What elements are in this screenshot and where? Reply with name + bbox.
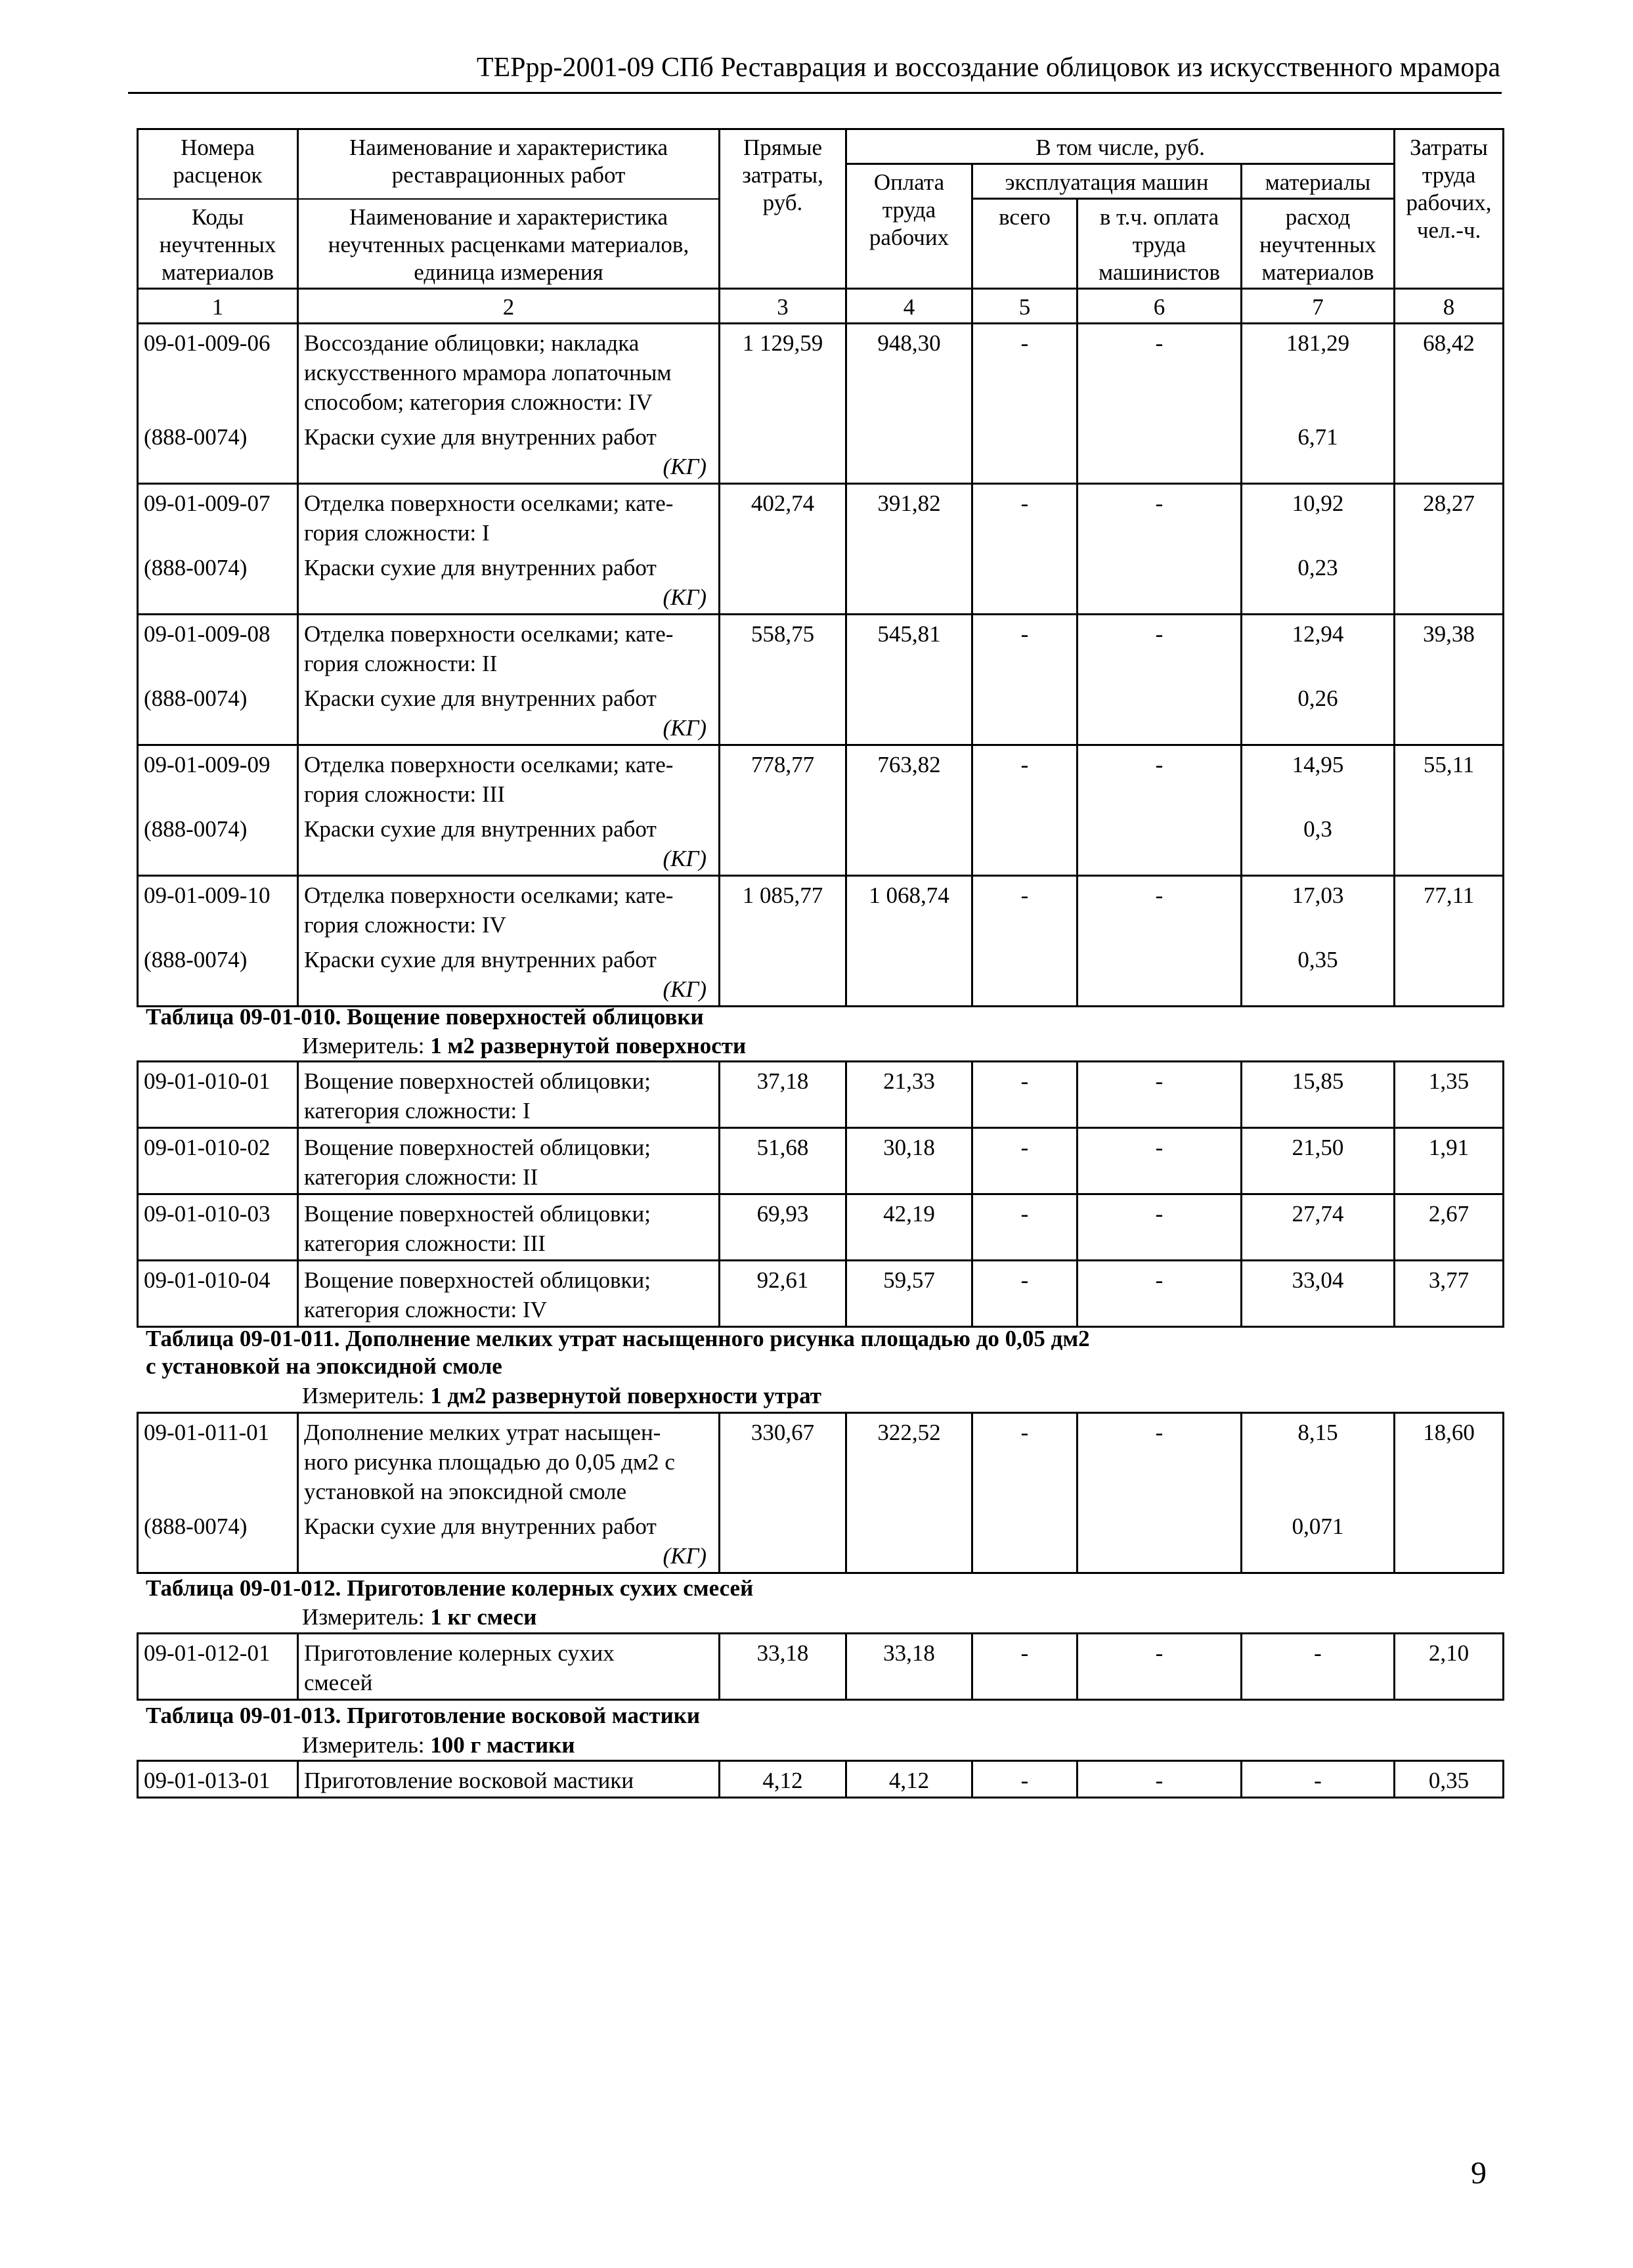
rates-table-009 bbox=[137, 128, 1504, 1007]
direct-costs: 330,67 bbox=[720, 1413, 846, 1508]
work-name-line: Приготовление колерных сухих bbox=[304, 1640, 615, 1666]
machines-total: - bbox=[972, 484, 1078, 550]
labor-hours bbox=[1395, 549, 1504, 615]
machinist-pay: - bbox=[1078, 1062, 1242, 1128]
direct-costs: 37,18 bbox=[720, 1062, 846, 1128]
machines-total bbox=[972, 549, 1078, 615]
work-name bbox=[298, 615, 720, 680]
material-code: (888-0074) bbox=[138, 418, 298, 484]
labor-hours: 28,27 bbox=[1395, 484, 1504, 550]
work-name-line: категория сложности: III bbox=[304, 1231, 546, 1256]
machines-total: - bbox=[972, 1062, 1078, 1128]
direct-costs bbox=[720, 418, 846, 484]
work-name-line: категория сложности: I bbox=[304, 1098, 531, 1123]
worker-pay bbox=[846, 418, 972, 484]
direct-costs bbox=[720, 810, 846, 876]
machines-total bbox=[972, 810, 1078, 876]
material-name-text: Краски сухие для внутренних работ bbox=[304, 686, 657, 711]
work-name bbox=[298, 324, 720, 419]
machinist-pay: - bbox=[1078, 615, 1242, 680]
work-name-line: Приготовление восковой мастики bbox=[304, 1768, 634, 1793]
work-name-line: категория сложности: II bbox=[304, 1164, 538, 1190]
machinist-pay: - bbox=[1078, 1261, 1242, 1327]
material-code: (888-0074) bbox=[138, 1508, 298, 1573]
machinist-pay bbox=[1078, 680, 1242, 745]
head-materials: материалы bbox=[1242, 164, 1395, 199]
column-number: 5 bbox=[972, 289, 1078, 324]
worker-pay: 322,52 bbox=[846, 1413, 972, 1508]
direct-costs: 1 129,59 bbox=[720, 324, 846, 419]
head-codes: Коды неучтенных материалов bbox=[138, 199, 298, 289]
work-name-line: ного рисунка площадью до 0,05 дм2 с bbox=[304, 1449, 675, 1475]
labor-hours bbox=[1395, 418, 1504, 484]
machinist-pay: - bbox=[1078, 876, 1242, 942]
table-011-title: Таблица 09-01-011. Дополнение мелких утрат насыщенного рисунка площадью до 0,05 дм2 с установкой на эпоксидной смоле bbox=[146, 1326, 1090, 1379]
column-number: 7 bbox=[1242, 289, 1395, 324]
worker-pay: 21,33 bbox=[846, 1062, 972, 1128]
machines-total bbox=[972, 941, 1078, 1007]
table-011-unit: Измеритель: 1 дм2 развернутой поверхности утрат bbox=[302, 1383, 821, 1408]
material-amount: 6,71 bbox=[1242, 418, 1395, 484]
labor-hours: 2,67 bbox=[1395, 1194, 1504, 1261]
material-unit: (КГ) bbox=[663, 846, 707, 871]
rate-code: 09-01-010-01 bbox=[138, 1062, 298, 1128]
table-010-title: Таблица 09-01-010. Вощение поверхностей облицовки bbox=[146, 1004, 704, 1030]
labor-hours: 1,91 bbox=[1395, 1128, 1504, 1194]
direct-costs: 33,18 bbox=[720, 1634, 846, 1700]
machinist-pay bbox=[1078, 1508, 1242, 1573]
labor-hours bbox=[1395, 810, 1504, 876]
rate-row bbox=[138, 615, 1504, 680]
machines-total: - bbox=[972, 1261, 1078, 1327]
machines-total bbox=[972, 1508, 1078, 1573]
rates-table-012 bbox=[137, 1632, 1504, 1701]
material-row bbox=[138, 680, 1504, 745]
worker-pay: 33,18 bbox=[846, 1634, 972, 1700]
machines-total bbox=[972, 680, 1078, 745]
worker-pay: 763,82 bbox=[846, 745, 972, 811]
material-consumption: 27,74 bbox=[1242, 1194, 1395, 1261]
rate-row bbox=[138, 324, 1504, 419]
labor-hours: 0,35 bbox=[1395, 1761, 1504, 1798]
material-name-text: Краски сухие для внутренних работ bbox=[304, 1514, 657, 1539]
work-name bbox=[298, 1128, 720, 1194]
work-name-line: Вощение поверхностей облицовки; bbox=[304, 1135, 651, 1160]
machinist-pay bbox=[1078, 418, 1242, 484]
labor-hours bbox=[1395, 1508, 1504, 1573]
labor-hours: 3,77 bbox=[1395, 1261, 1504, 1327]
head-labor-hours: Затраты труда рабочих, чел.-ч. bbox=[1395, 129, 1504, 289]
machines-total: - bbox=[972, 1413, 1078, 1508]
labor-hours: 68,42 bbox=[1395, 324, 1504, 419]
labor-hours: 18,60 bbox=[1395, 1413, 1504, 1508]
direct-costs: 778,77 bbox=[720, 745, 846, 811]
column-numbers-row bbox=[138, 289, 1504, 324]
rate-code: 09-01-013-01 bbox=[138, 1761, 298, 1798]
material-unit: (КГ) bbox=[663, 584, 707, 610]
column-number: 4 bbox=[846, 289, 972, 324]
direct-costs: 92,61 bbox=[720, 1261, 846, 1327]
rate-row bbox=[138, 1634, 1504, 1700]
material-name-text: Краски сухие для внутренних работ bbox=[304, 424, 657, 450]
machines-total: - bbox=[972, 615, 1078, 680]
machines-total: - bbox=[972, 745, 1078, 811]
worker-pay: 4,12 bbox=[846, 1761, 972, 1798]
labor-hours: 55,11 bbox=[1395, 745, 1504, 811]
direct-costs: 4,12 bbox=[720, 1761, 846, 1798]
material-code: (888-0074) bbox=[138, 941, 298, 1007]
machines-total: - bbox=[972, 876, 1078, 942]
work-name-line: Отделка поверхности оселками; кате- bbox=[304, 491, 674, 516]
column-number: 8 bbox=[1395, 289, 1504, 324]
material-consumption: 12,94 bbox=[1242, 615, 1395, 680]
rate-row bbox=[138, 876, 1504, 942]
worker-pay bbox=[846, 680, 972, 745]
worker-pay: 545,81 bbox=[846, 615, 972, 680]
worker-pay bbox=[846, 810, 972, 876]
material-name bbox=[298, 680, 720, 745]
rate-code: 09-01-009-10 bbox=[138, 876, 298, 942]
work-name-line: Отделка поверхности оселками; кате- bbox=[304, 883, 674, 908]
material-code: (888-0074) bbox=[138, 680, 298, 745]
head-machines-total: всего bbox=[972, 199, 1078, 289]
worker-pay bbox=[846, 1508, 972, 1573]
table-013-title: Таблица 09-01-013. Приготовление восковой мастики bbox=[146, 1703, 701, 1728]
work-name-line: гория сложности: II bbox=[304, 651, 498, 676]
material-consumption: 17,03 bbox=[1242, 876, 1395, 942]
work-name-line: гория сложности: III bbox=[304, 781, 505, 807]
material-name bbox=[298, 810, 720, 876]
material-name-text: Краски сухие для внутренних работ bbox=[304, 947, 657, 972]
work-name bbox=[298, 1413, 720, 1508]
work-name bbox=[298, 1062, 720, 1128]
work-name-line: смесей bbox=[304, 1670, 373, 1695]
rates-table-010 bbox=[137, 1060, 1504, 1328]
worker-pay bbox=[846, 549, 972, 615]
rates-table-011 bbox=[137, 1412, 1504, 1574]
column-number: 6 bbox=[1078, 289, 1242, 324]
work-name bbox=[298, 484, 720, 550]
work-name-line: искусственного мрамора лопаточным bbox=[304, 360, 672, 385]
work-name-line: гория сложности: IV bbox=[304, 912, 506, 938]
work-name-line: Дополнение мелких утрат насыщен- bbox=[304, 1420, 661, 1445]
material-amount: 0,071 bbox=[1242, 1508, 1395, 1573]
machinist-pay: - bbox=[1078, 1413, 1242, 1508]
head-material-name: Наименование и характеристика неучтенных расценками материалов, единица измерения bbox=[298, 199, 720, 289]
machinist-pay: - bbox=[1078, 1194, 1242, 1261]
work-name-line: Отделка поверхности оселками; кате- bbox=[304, 752, 674, 777]
material-consumption: 15,85 bbox=[1242, 1062, 1395, 1128]
rate-code: 09-01-011-01 bbox=[138, 1413, 298, 1508]
rate-row bbox=[138, 1261, 1504, 1327]
rate-code: 09-01-010-03 bbox=[138, 1194, 298, 1261]
rate-code: 09-01-012-01 bbox=[138, 1634, 298, 1700]
material-consumption: 8,15 bbox=[1242, 1413, 1395, 1508]
work-name-line: гория сложности: I bbox=[304, 520, 490, 546]
rate-row bbox=[138, 745, 1504, 811]
head-work-name: Наименование и характеристика реставрационных работ bbox=[298, 129, 720, 199]
head-including-group: В том числе, руб. bbox=[846, 129, 1395, 164]
work-name-line: Вощение поверхностей облицовки; bbox=[304, 1267, 651, 1293]
work-name bbox=[298, 1261, 720, 1327]
machinist-pay: - bbox=[1078, 1634, 1242, 1700]
material-row bbox=[138, 1508, 1504, 1573]
machines-total: - bbox=[972, 324, 1078, 419]
table-012-title: Таблица 09-01-012. Приготовление колерных сухих смесей bbox=[146, 1575, 754, 1601]
machinist-pay: - bbox=[1078, 1761, 1242, 1798]
material-row bbox=[138, 549, 1504, 615]
page-header-title: ТЕРрр-2001-09 СПб Реставрация и воссоздание облицовок из искусственного мрамора bbox=[476, 53, 1500, 83]
machines-total: - bbox=[972, 1128, 1078, 1194]
table-010-unit: Измеритель: 1 м2 развернутой поверхности bbox=[302, 1033, 747, 1058]
rate-code: 09-01-009-07 bbox=[138, 484, 298, 550]
machines-total bbox=[972, 418, 1078, 484]
labor-hours: 39,38 bbox=[1395, 615, 1504, 680]
worker-pay: 59,57 bbox=[846, 1261, 972, 1327]
material-consumption: 14,95 bbox=[1242, 745, 1395, 811]
material-amount: 0,3 bbox=[1242, 810, 1395, 876]
labor-hours bbox=[1395, 680, 1504, 745]
rate-row bbox=[138, 484, 1504, 550]
material-row bbox=[138, 941, 1504, 1007]
rate-code: 09-01-010-04 bbox=[138, 1261, 298, 1327]
machinist-pay bbox=[1078, 810, 1242, 876]
worker-pay: 1 068,74 bbox=[846, 876, 972, 942]
direct-costs bbox=[720, 1508, 846, 1573]
material-code: (888-0074) bbox=[138, 810, 298, 876]
material-amount: 0,26 bbox=[1242, 680, 1395, 745]
worker-pay: 391,82 bbox=[846, 484, 972, 550]
worker-pay: 948,30 bbox=[846, 324, 972, 419]
labor-hours: 2,10 bbox=[1395, 1634, 1504, 1700]
material-consumption: 33,04 bbox=[1242, 1261, 1395, 1327]
rate-code: 09-01-009-09 bbox=[138, 745, 298, 811]
material-unit: (КГ) bbox=[663, 454, 707, 479]
direct-costs bbox=[720, 941, 846, 1007]
machinist-pay: - bbox=[1078, 324, 1242, 419]
head-worker-pay: Оплата труда рабочих bbox=[846, 164, 972, 289]
direct-costs: 69,93 bbox=[720, 1194, 846, 1261]
header-divider bbox=[128, 92, 1502, 94]
direct-costs: 1 085,77 bbox=[720, 876, 846, 942]
rate-code: 09-01-009-06 bbox=[138, 324, 298, 419]
rate-row bbox=[138, 1128, 1504, 1194]
machinist-pay bbox=[1078, 549, 1242, 615]
material-consumption: 10,92 bbox=[1242, 484, 1395, 550]
table-head bbox=[138, 129, 1504, 324]
work-name bbox=[298, 1634, 720, 1700]
work-name-line: категория сложности: IV bbox=[304, 1297, 547, 1322]
column-number: 1 bbox=[138, 289, 298, 324]
rate-row bbox=[138, 1413, 1504, 1508]
material-name-text: Краски сухие для внутренних работ bbox=[304, 816, 657, 842]
labor-hours: 77,11 bbox=[1395, 876, 1504, 942]
material-name bbox=[298, 549, 720, 615]
work-name-line: Отделка поверхности оселками; кате- bbox=[304, 621, 674, 647]
material-unit: (КГ) bbox=[663, 976, 707, 1002]
direct-costs: 558,75 bbox=[720, 615, 846, 680]
worker-pay bbox=[846, 941, 972, 1007]
material-consumption: - bbox=[1242, 1761, 1395, 1798]
machinist-pay: - bbox=[1078, 1128, 1242, 1194]
direct-costs: 402,74 bbox=[720, 484, 846, 550]
rate-row bbox=[138, 1761, 1504, 1798]
work-name bbox=[298, 745, 720, 811]
material-name bbox=[298, 418, 720, 484]
material-consumption: 21,50 bbox=[1242, 1128, 1395, 1194]
rate-code: 09-01-010-02 bbox=[138, 1128, 298, 1194]
labor-hours: 1,35 bbox=[1395, 1062, 1504, 1128]
head-machines: эксплуатация машин bbox=[972, 164, 1242, 199]
material-row bbox=[138, 810, 1504, 876]
work-name-line: способом; категория сложности: IV bbox=[304, 389, 653, 415]
machines-total: - bbox=[972, 1761, 1078, 1798]
material-unit: (КГ) bbox=[663, 715, 707, 741]
material-unit: (КГ) bbox=[663, 1543, 707, 1569]
work-name-line: Воссоздание облицовки; накладка bbox=[304, 330, 640, 356]
work-name-line: Вощение поверхностей облицовки; bbox=[304, 1201, 651, 1227]
head-machinist-pay: в т.ч. оплата труда машинистов bbox=[1078, 199, 1242, 289]
machines-total: - bbox=[972, 1634, 1078, 1700]
table-012-unit: Измеритель: 1 кг смеси bbox=[302, 1604, 537, 1630]
material-consumption: 181,29 bbox=[1242, 324, 1395, 419]
head-direct-costs: Прямые затраты, руб. bbox=[720, 129, 846, 289]
worker-pay: 30,18 bbox=[846, 1128, 972, 1194]
head-rate-numbers: Номера расценок bbox=[138, 129, 298, 199]
material-consumption: - bbox=[1242, 1634, 1395, 1700]
column-number: 2 bbox=[298, 289, 720, 324]
machines-total: - bbox=[972, 1194, 1078, 1261]
material-amount: 0,35 bbox=[1242, 941, 1395, 1007]
material-amount: 0,23 bbox=[1242, 549, 1395, 615]
material-name bbox=[298, 1508, 720, 1573]
rate-code: 09-01-009-08 bbox=[138, 615, 298, 680]
work-name bbox=[298, 876, 720, 942]
page-number: 9 bbox=[1471, 2156, 1487, 2191]
machinist-pay: - bbox=[1078, 745, 1242, 811]
column-number: 3 bbox=[720, 289, 846, 324]
work-name bbox=[298, 1761, 720, 1798]
direct-costs bbox=[720, 549, 846, 615]
material-name-text: Краски сухие для внутренних работ bbox=[304, 555, 657, 580]
table-013-unit: Измеритель: 100 г мастики bbox=[302, 1732, 575, 1758]
material-row bbox=[138, 418, 1504, 484]
rate-row bbox=[138, 1194, 1504, 1261]
direct-costs bbox=[720, 680, 846, 745]
rate-row bbox=[138, 1062, 1504, 1128]
material-name bbox=[298, 941, 720, 1007]
work-name-line: Вощение поверхностей облицовки; bbox=[304, 1068, 651, 1094]
worker-pay: 42,19 bbox=[846, 1194, 972, 1261]
rates-table-013 bbox=[137, 1760, 1504, 1799]
labor-hours bbox=[1395, 941, 1504, 1007]
machinist-pay: - bbox=[1078, 484, 1242, 550]
material-code: (888-0074) bbox=[138, 549, 298, 615]
direct-costs: 51,68 bbox=[720, 1128, 846, 1194]
work-name bbox=[298, 1194, 720, 1261]
work-name-line: установкой на эпоксидной смоле bbox=[304, 1479, 627, 1504]
machinist-pay bbox=[1078, 941, 1242, 1007]
head-material-consumption: расход неучтенных материалов bbox=[1242, 199, 1395, 289]
